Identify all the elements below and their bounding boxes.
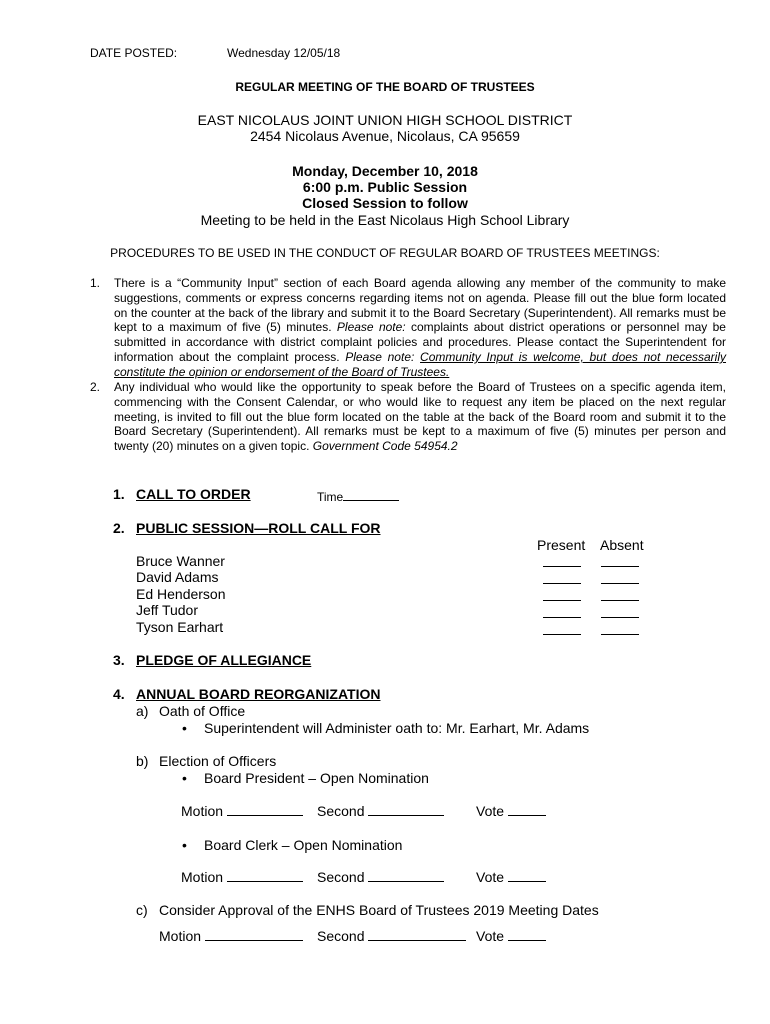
vote-label: Vote xyxy=(476,869,505,885)
date-posted-value: Wednesday 12/05/18 xyxy=(227,46,341,60)
president-second-field[interactable] xyxy=(317,803,444,819)
absent-blank[interactable] xyxy=(601,566,639,567)
present-blank[interactable] xyxy=(543,566,581,567)
district-name: EAST NICOLAUS JOINT UNION HIGH SCHOOL DISTRICT xyxy=(197,112,573,128)
vote-label: Vote xyxy=(476,928,505,944)
pledge-heading: PLEDGE OF ALLEGIANCE xyxy=(136,652,312,668)
procedure-item-1 xyxy=(114,276,726,380)
motion-blank[interactable] xyxy=(205,928,303,941)
procedure-1-text-b: complaints about district operations or personnel may be submitted in accordance with district complaint policies and procedures. Please contact the Superintendent for information about the complaint process. xyxy=(114,320,726,364)
motion-blank[interactable] xyxy=(227,803,303,816)
call-to-order-heading: CALL TO ORDER xyxy=(136,486,251,502)
agenda-number-2: 2. xyxy=(113,520,125,536)
vote-label: Vote xyxy=(476,803,505,819)
board-clerk-nomination: Board Clerk – Open Nomination xyxy=(204,837,403,853)
bullet: • xyxy=(182,837,187,853)
time-field[interactable] xyxy=(317,488,399,504)
procedure-item-2 xyxy=(114,380,726,454)
present-blank[interactable] xyxy=(543,617,581,618)
second-blank[interactable] xyxy=(368,928,466,941)
dates-vote-field[interactable] xyxy=(476,928,546,944)
second-label: Second xyxy=(317,869,365,885)
procedure-1-disclaimer: Community Input is welcome, but does not necessarily constitute the opinion or endorsement of the Board of Trustees. xyxy=(114,349,727,379)
agenda-number-4: 4. xyxy=(113,686,125,702)
roll-call-heading: PUBLIC SESSION—ROLL CALL FOR xyxy=(136,520,381,536)
absent-blank[interactable] xyxy=(601,617,639,618)
vote-blank[interactable] xyxy=(508,869,546,882)
president-motion-field[interactable] xyxy=(181,803,303,819)
second-label: Second xyxy=(317,928,365,944)
clerk-motion-field[interactable] xyxy=(181,869,303,885)
motion-blank[interactable] xyxy=(227,869,303,882)
motion-label: Motion xyxy=(181,803,224,819)
clerk-vote-field[interactable] xyxy=(476,869,546,885)
date-posted-label: DATE POSTED: xyxy=(90,46,178,60)
public-session-time: 6:00 p.m. Public Session xyxy=(302,179,468,195)
second-blank[interactable] xyxy=(368,803,444,816)
clerk-second-field[interactable] xyxy=(317,869,444,885)
meeting-dates-approval-title: Consider Approval of the ENHS Board of Trustees 2019 Meeting Dates xyxy=(159,902,599,918)
dates-motion-field[interactable] xyxy=(159,928,303,944)
sub-item-c-label: c) xyxy=(136,902,148,918)
oath-bullet-text: Superintendent will Administer oath to: Mr. Earhart, Mr. Adams xyxy=(204,720,590,736)
procedures-heading: PROCEDURES TO BE USED IN THE CONDUCT OF REGULAR BOARD OF TRUSTEES MEETINGS: xyxy=(110,246,660,260)
president-vote-field[interactable] xyxy=(476,803,546,819)
second-label: Second xyxy=(317,803,365,819)
vote-blank[interactable] xyxy=(508,803,546,816)
election-of-officers-title: Election of Officers xyxy=(159,753,277,769)
reorganization-heading: ANNUAL BOARD REORGANIZATION xyxy=(136,686,381,702)
board-president-nomination: Board President – Open Nomination xyxy=(204,770,429,786)
present-blank[interactable] xyxy=(543,583,581,584)
procedure-1-note-b: Please note: xyxy=(345,349,415,364)
absent-blank[interactable] xyxy=(601,634,639,635)
present-blank[interactable] xyxy=(543,600,581,601)
procedure-1-note-a: Please note: xyxy=(336,320,406,335)
motion-label: Motion xyxy=(181,869,224,885)
present-column-header: Present xyxy=(537,537,586,553)
procedure-2-citation: Government Code 54954.2 xyxy=(312,439,458,454)
vote-blank[interactable] xyxy=(508,928,546,941)
time-blank[interactable] xyxy=(343,488,399,501)
absent-blank[interactable] xyxy=(601,600,639,601)
bullet: • xyxy=(182,720,187,736)
agenda-number-3: 3. xyxy=(113,652,125,668)
absent-column-header: Absent xyxy=(600,537,644,553)
meeting-location: Meeting to be held in the East Nicolaus High School Library xyxy=(200,212,570,228)
procedure-number-1: 1. xyxy=(90,276,101,290)
meeting-title: REGULAR MEETING OF THE BOARD OF TRUSTEES xyxy=(235,80,535,94)
oath-of-office-title: Oath of Office xyxy=(159,703,246,719)
procedure-number-2: 2. xyxy=(90,380,101,394)
member-name: Tyson Earhart xyxy=(136,619,224,635)
absent-blank[interactable] xyxy=(601,583,639,584)
closed-session-note: Closed Session to follow xyxy=(302,195,468,211)
present-blank[interactable] xyxy=(543,634,581,635)
dates-second-field[interactable] xyxy=(317,928,466,944)
member-name: Ed Henderson xyxy=(136,586,226,602)
second-blank[interactable] xyxy=(368,869,444,882)
member-name: Jeff Tudor xyxy=(136,602,199,618)
member-name: David Adams xyxy=(136,569,219,585)
time-label: Time xyxy=(317,490,344,504)
procedure-2-text: Any individual who would like the opportunity to speak before the Board of Trustees on a specific agenda item, commencing with the Consent Calendar, or who would like to request any item be placed on the next regular meeting, is invited to fill out the blue form located on the table at the back of the Board room and submit it to the Board Secretary (Superintendent). All remarks must be kept to a maximum of five (5) minutes per person and twenty (20) minutes on a given topic. xyxy=(114,380,726,454)
sub-item-a-label: a) xyxy=(136,703,149,719)
bullet: • xyxy=(182,770,187,786)
meeting-date: Monday, December 10, 2018 xyxy=(292,163,478,179)
motion-label: Motion xyxy=(159,928,202,944)
member-name: Bruce Wanner xyxy=(136,553,225,569)
sub-item-b-label: b) xyxy=(136,753,149,769)
agenda-number-1: 1. xyxy=(113,486,125,502)
procedure-1-text-a: There is a “Community Input” section of each Board agenda allowing any member of the community to make suggestions, comments or express concerns regarding items not on agenda. Please fill out the blue form located on the counter at the back of the library and submit it to the Board Secretary (Superintendent). All remarks must be kept to a maximum of five (5) minutes. xyxy=(114,276,726,335)
district-address: 2454 Nicolaus Avenue, Nicolaus, CA 95659 xyxy=(250,128,520,144)
